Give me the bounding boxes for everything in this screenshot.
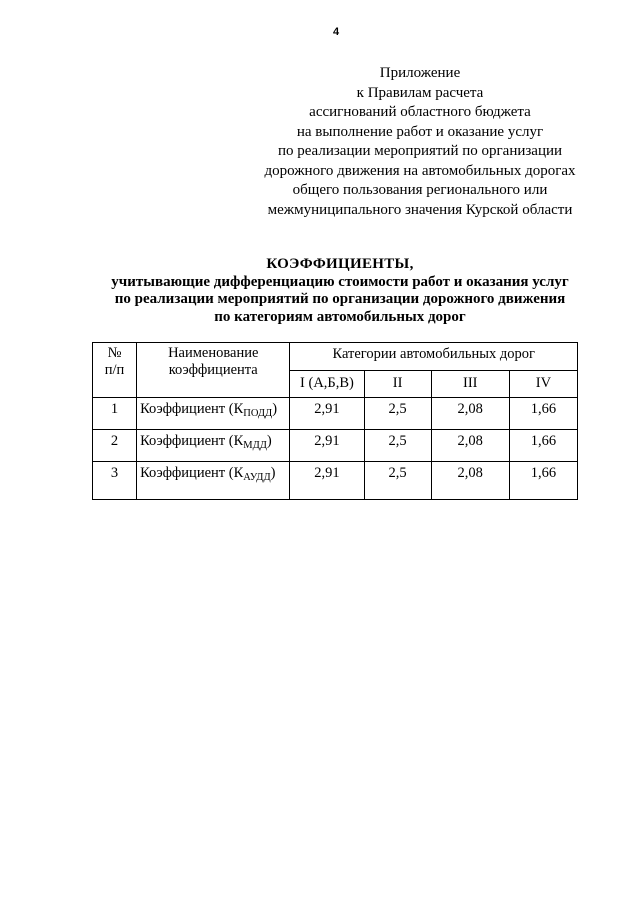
coefficient-name-suffix: ) <box>270 465 276 481</box>
appendix-line: к Правилам расчета <box>356 84 484 101</box>
document-title <box>60 256 620 326</box>
row-value: 1,66 <box>509 462 577 500</box>
coefficients-table <box>92 342 578 500</box>
row-value: 2,08 <box>431 430 509 462</box>
appendix-line: Приложение <box>379 65 461 81</box>
row-value: 2,91 <box>290 398 364 430</box>
row-number: 3 <box>93 462 137 500</box>
table-row <box>93 430 578 462</box>
row-value: 2,5 <box>364 430 431 462</box>
row-value: 1,66 <box>509 398 577 430</box>
coefficient-name-prefix: Коэффициент (К <box>140 401 244 417</box>
header-category: III <box>431 370 509 398</box>
header-number-line: п/п <box>104 362 125 378</box>
coefficient-name-suffix: ) <box>272 401 278 417</box>
row-value: 1,66 <box>509 430 577 462</box>
coefficient-name-suffix: ) <box>266 433 272 449</box>
table-row <box>93 462 578 500</box>
header-name-line: коэффициента <box>168 362 258 378</box>
table-header-row <box>93 343 578 371</box>
header-number <box>93 343 137 398</box>
appendix-line: общего пользования регионального или <box>292 182 548 198</box>
coefficient-name-prefix: Коэффициент (К <box>140 433 244 449</box>
title-line: по реализации мероприятий по организации дорожного движения <box>114 291 566 307</box>
page-number: 4 <box>332 26 340 38</box>
title-main: КОЭФФИЦИЕНТЫ, <box>266 256 414 272</box>
appendix-heading <box>250 64 590 220</box>
coefficient-name-prefix: Коэффициент (К <box>140 465 244 481</box>
header-category: IV <box>509 370 577 398</box>
table-row <box>93 398 578 430</box>
row-coefficient-name <box>137 462 290 500</box>
appendix-line: межмуниципального значения Курской области <box>267 201 573 218</box>
coefficient-subscript: АУДД <box>243 472 271 483</box>
appendix-line: дорожного движения на автомобильных дорогах <box>264 162 576 179</box>
row-coefficient-name <box>137 398 290 430</box>
row-value: 2,91 <box>290 462 364 500</box>
row-value: 2,5 <box>364 462 431 500</box>
header-number-line: № <box>107 345 122 361</box>
coefficient-subscript: ПОДД <box>243 408 273 419</box>
header-category: I (А,Б,В) <box>290 370 364 398</box>
header-category-group: Категории автомобильных дорог <box>290 343 578 371</box>
title-line: по категориям автомобильных дорог <box>214 308 466 325</box>
appendix-line: по реализации мероприятий по организации <box>277 143 563 159</box>
row-number: 2 <box>93 430 137 462</box>
row-value: 2,5 <box>364 398 431 430</box>
title-line: учитывающие дифференциацию стоимости работ и оказания услуг <box>111 273 569 290</box>
appendix-line: ассигнований областного бюджета <box>309 104 531 120</box>
coefficient-subscript: МДД <box>243 440 267 451</box>
row-value: 2,08 <box>431 462 509 500</box>
row-value: 2,91 <box>290 430 364 462</box>
header-category: II <box>364 370 431 398</box>
appendix-line: на выполнение работ и оказание услуг <box>296 123 544 140</box>
row-value: 2,08 <box>431 398 509 430</box>
row-coefficient-name <box>137 430 290 462</box>
header-name-line: Наименование <box>168 345 259 361</box>
header-name <box>137 343 290 398</box>
row-number: 1 <box>93 398 137 430</box>
